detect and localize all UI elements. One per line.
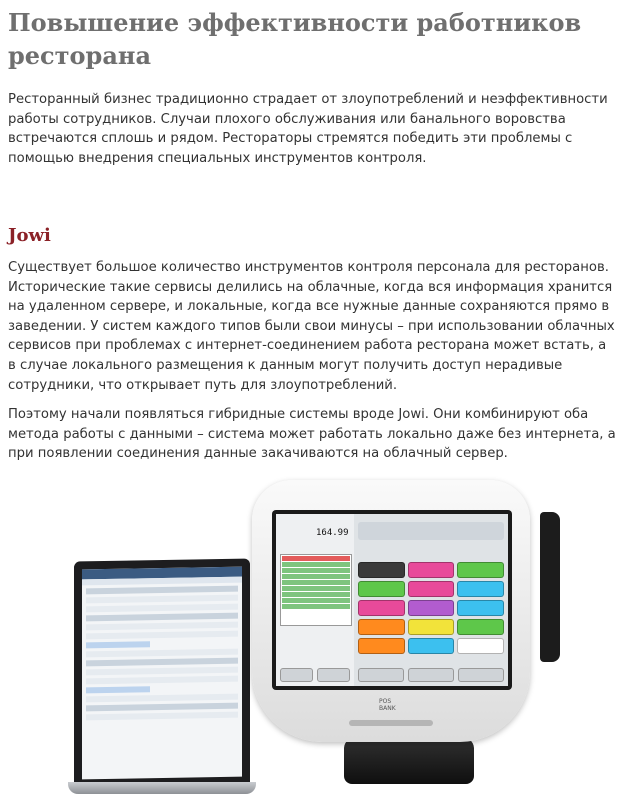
pos-menu-tile [457, 600, 504, 616]
pos-menu-tile [457, 562, 504, 578]
paragraph-two: Поэтому начали появляться гибридные системы вроде Jowi. Они комбинируют оба метода работы с данными – система может работать локально даже без интернета, а при появлении соединения данные закачиваются на облачный сервер. [8, 407, 616, 462]
pos-menu-tile [408, 619, 455, 635]
pos-menu-tile [457, 581, 504, 597]
pos-menu-tiles [358, 562, 504, 654]
pos-menu-tile [358, 619, 405, 635]
pos-menu-tile [457, 638, 504, 654]
pos-category-bar [358, 522, 504, 540]
pos-order-panel [276, 514, 354, 686]
pos-menu-tile [408, 600, 455, 616]
laptop-screen [74, 558, 250, 789]
pos-speaker [349, 720, 433, 726]
pos-screen [272, 510, 512, 690]
intro-paragraph: Ресторанный бизнес традиционно страдает от злоупотреблений и неэффективности работы сотрудников. Случаи плохого обслуживания или банального воровства встречаются сплошь и рядом. Рестораторы стремятся победить эти проблемы с помощью внедрения специальных инструментов контроля. [8, 92, 608, 166]
product-illustration [74, 472, 564, 797]
pos-brand-logo: POS BANK [379, 698, 396, 712]
pos-menu-tile [408, 581, 455, 597]
pos-total: 164.99 [316, 528, 349, 538]
paragraph-one: Существует большое количество инструментов контроля персонала для ресторанов. Исторические такие сервисы делились на облачные, когда вся информация хранится на удаленном сервере, и локальные, когда все нужные данные сохраняются прямо в заведении. У систем каждого типов были свои минусы – при использовании облачных сервисов при проблемах с интернет-соединением работа ресторана может встать, а в случае локального размещения к данным могут получить доступ нерадивые сотрудники, что открывает путь для злоупотреблений. [8, 260, 615, 393]
laptop-base [68, 782, 256, 794]
pos-menu-tile [408, 638, 455, 654]
pos-card-reader [540, 512, 560, 662]
pos-menu-tile [358, 581, 405, 597]
laptop-dashboard [82, 567, 242, 780]
pos-menu-tile [358, 562, 405, 578]
pos-menu-tile [457, 619, 504, 635]
article-title: Повышение эффективности работников ресторана [8, 8, 582, 70]
pos-menu-tile [358, 638, 405, 654]
section-heading: Jowi [8, 225, 51, 246]
pos-menu-tile [358, 600, 405, 616]
pos-menu-panel [354, 514, 508, 686]
pos-menu-tile [408, 562, 455, 578]
